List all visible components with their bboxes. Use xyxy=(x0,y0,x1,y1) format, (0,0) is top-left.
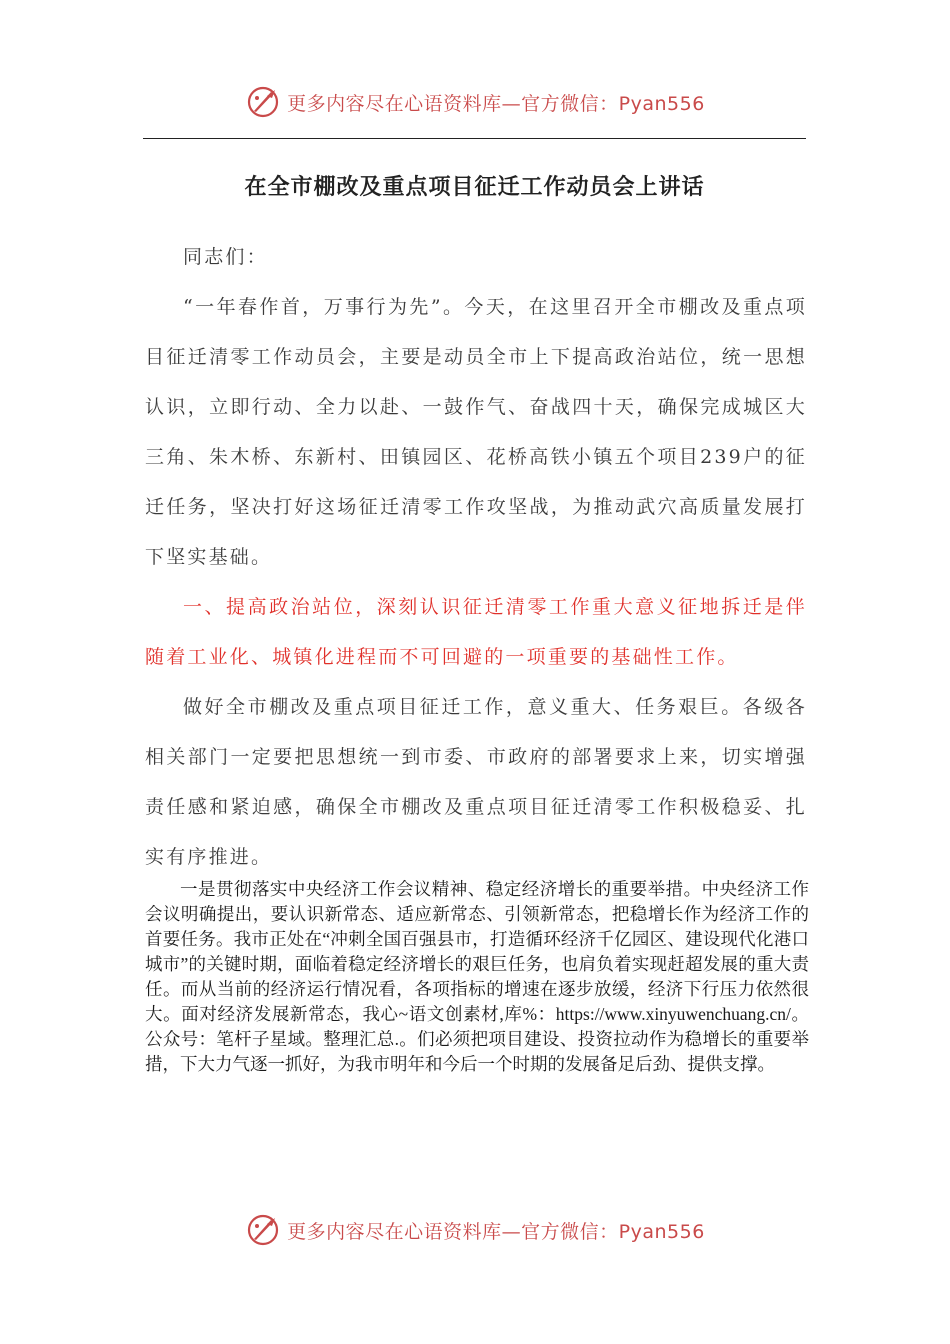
footer-banner xyxy=(0,1208,950,1252)
quill-logo-icon xyxy=(245,1212,281,1248)
header-divider xyxy=(143,138,806,139)
document-title: 在全市棚改及重点项目征迁工作动员会上讲话 xyxy=(244,174,705,200)
point-one-paragraph: 一是贯彻落实中央经济工作会议精神、稳定经济增长的重要举措。中央经济工作会议明确提出，要认识新常态、适应新常态、引领新常态，把稳增长作为经济工作的首要任务。我市正处在“冲刺全国百强县市，打造循环经济千亿园区、建设现代化港口城市”的关键时期，面临着稳定经济增长的艰巨任务，也肩负着实现赶超发展的重大责任。而从当前的经济运行情况看，各项指标的增速在逐步放缓，经济下行压力依然很大。面对经济发展新常态，我心~语文创素材,库%：https://www.xinyuwenchuang.cn/。公众号：笔杆子星域。整理汇总.。们必须把项目建设、投资拉动作为稳增长的重要举措，下大力气逐一抓好，为我市明年和今后一个时期的发展备足后劲、提供支撑。 xyxy=(145,879,809,1074)
footer-banner-text: 更多内容尽在心语资料库—官方微信：Pyan556 xyxy=(287,1220,705,1243)
header-banner-text: 更多内容尽在心语资料库—官方微信：Pyan556 xyxy=(287,92,705,115)
intro-paragraph: “一年春作首，万事行为先”。今天，在这里召开全市棚改及重点项目征迁清零工作动员会，主要是动员全市上下提高政治站位，统一思想认识，立即行动、全力以赴、一鼓作气、奋战四十天，确保完成城区大三角、朱木桥、东新村、田镇园区、花桥高铁小镇五个项目239户的征迁任务，坚决打好这场征迁清零工作攻坚战，为推动武穴高质量发展打下坚实基础。 xyxy=(145,296,807,568)
section-heading: 一、提高政治站位，深刻认识征迁清零工作重大意义征地拆迁是伴随着工业化、城镇化进程而不可回避的一项重要的基础性工作。 xyxy=(145,596,807,668)
document-body xyxy=(145,232,807,882)
point-one-block xyxy=(145,877,809,1077)
header-banner xyxy=(0,80,950,124)
salutation: 同志们： xyxy=(183,246,268,268)
header-wechat-id: Pyan556 xyxy=(618,92,705,115)
section-body-paragraph: 做好全市棚改及重点项目征迁工作，意义重大、任务艰巨。各级各相关部门一定要把思想统一到市委、市政府的部署要求上来，切实增强责任感和紧迫感，确保全市棚改及重点项目征迁清零工作积极稳妥、扎实有序推进。 xyxy=(145,696,807,868)
quill-logo-icon xyxy=(245,84,281,120)
footer-wechat-id: Pyan556 xyxy=(618,1220,705,1243)
